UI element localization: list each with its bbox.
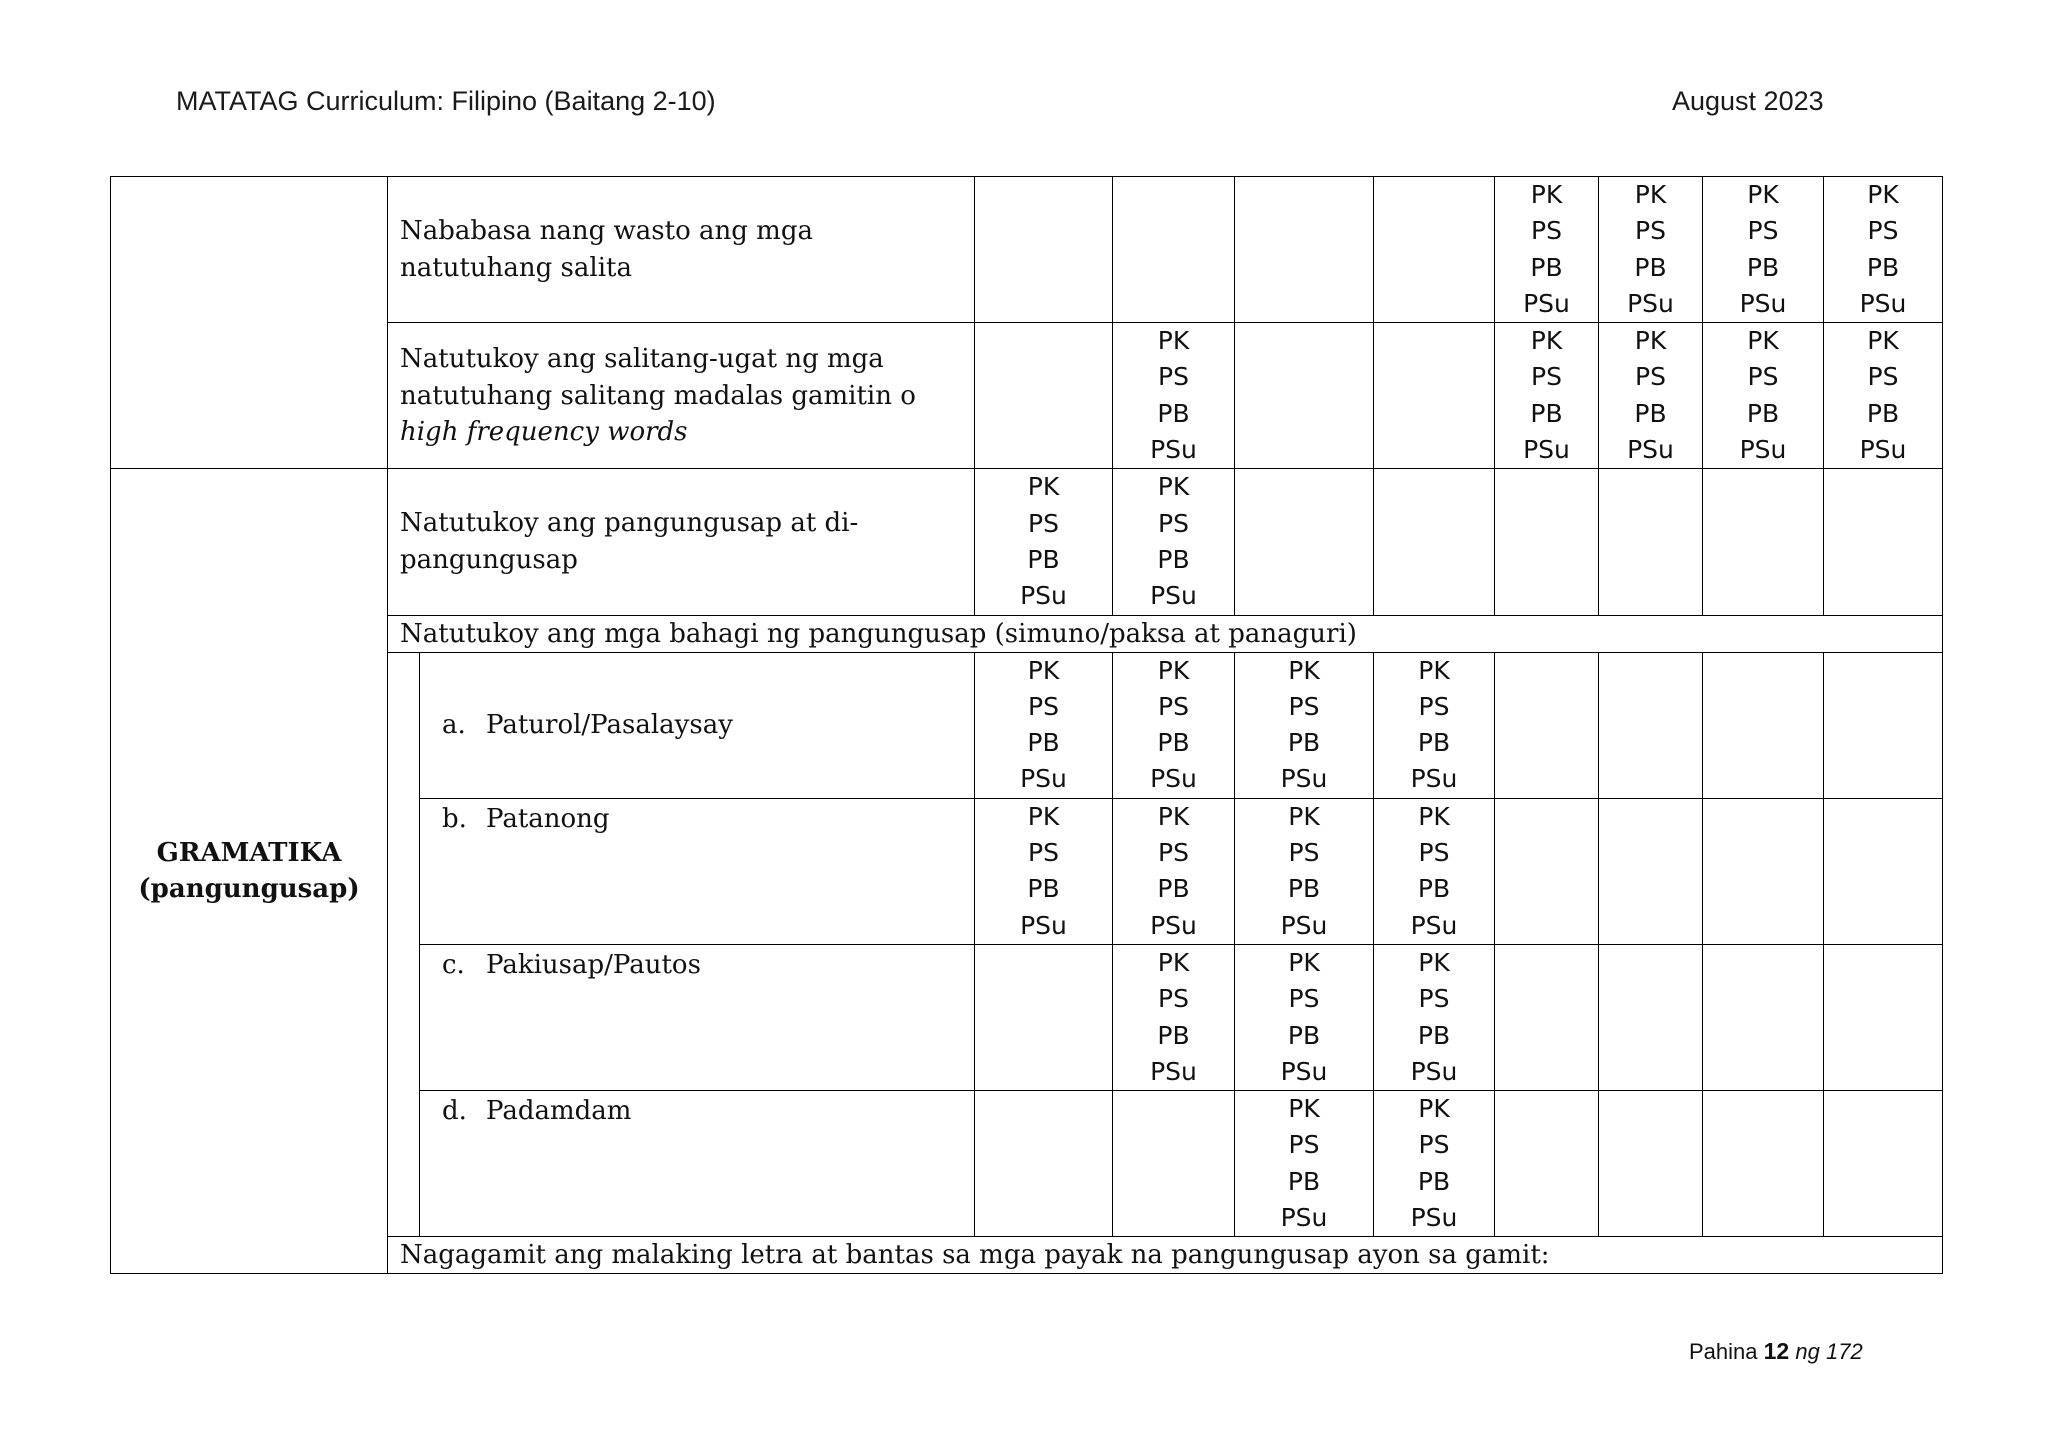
grid-cell [1374, 323, 1495, 469]
competency-text-italic: high frequency words [400, 417, 688, 448]
code-label: PS [1418, 838, 1450, 868]
grid-cell-codes [1824, 323, 1943, 469]
grid-cell-codes [1374, 652, 1495, 798]
code-label: PSu [1020, 581, 1067, 611]
competency-cell [388, 177, 975, 323]
grid-cell [1824, 798, 1943, 944]
grid-cell [1374, 469, 1495, 615]
grid-cell-codes [1235, 1091, 1374, 1237]
code-label: PSu [1280, 1056, 1328, 1086]
code-label: PSu [1410, 764, 1458, 794]
sub-item-cell [420, 1091, 975, 1237]
code-label: PK [1418, 947, 1450, 977]
curriculum-table [110, 176, 1943, 1274]
grid-cell-codes [1113, 323, 1235, 469]
code-label: PK [1288, 947, 1320, 977]
grid-cell-codes [1824, 177, 1943, 323]
grid-cell-codes [1495, 177, 1599, 323]
code-label: PSu [1859, 435, 1907, 465]
code-label: PK [1530, 180, 1563, 209]
sub-item-label: Paturol/Pasalaysay [486, 709, 733, 740]
code-label: PB [1746, 398, 1780, 428]
code-label: PK [1157, 801, 1190, 831]
category-cell-empty [111, 177, 388, 469]
code-label: PK [1157, 655, 1190, 685]
grid-cell-codes [1113, 798, 1235, 944]
code-label: PS [1867, 362, 1899, 392]
table-row [111, 469, 1943, 615]
code-label: PK [1418, 801, 1450, 831]
code-label: PK [1157, 947, 1190, 977]
code-label: PB [1530, 398, 1563, 428]
code-label: PS [1158, 838, 1189, 868]
code-label: PB [1287, 1020, 1321, 1050]
code-label: PB [1027, 728, 1060, 758]
grid-cell [1824, 944, 1943, 1090]
grid-cell [1495, 944, 1599, 1090]
code-label: PS [1028, 838, 1059, 868]
code-label: PSu [1150, 435, 1197, 465]
code-label: PS [1288, 838, 1320, 868]
code-label: PB [1417, 1020, 1451, 1050]
grid-cell-codes [1374, 798, 1495, 944]
page-footer [1689, 1338, 1863, 1365]
code-label: PK [1634, 326, 1667, 356]
code-label: PS [1531, 216, 1562, 246]
section-heading-text: Natutukoy ang mga bahagi ng pangungusap (simuno/paksa at panaguri) [400, 618, 1357, 649]
code-label: PS [1867, 216, 1899, 246]
code-label: PSu [1410, 1056, 1458, 1086]
code-label: PK [1418, 655, 1450, 685]
code-label: PSu [1020, 910, 1067, 940]
grid-cell [1824, 469, 1943, 615]
code-label: PB [1157, 1020, 1190, 1050]
code-label: PSu [1280, 910, 1328, 940]
section-heading-text: Nagagamit ang malaking letra at bantas sa mga payak na pangungusap ayon sa gamit: [400, 1240, 1550, 1271]
table-row [111, 177, 1943, 323]
sub-item-letter: c. [442, 949, 465, 980]
grid-cell-codes [1599, 323, 1703, 469]
code-label: PK [1157, 326, 1190, 356]
code-label: PS [1418, 1130, 1450, 1160]
grid-cell [1599, 944, 1703, 1090]
grid-cell-codes [975, 652, 1113, 798]
code-label: PK [1418, 1094, 1450, 1124]
grid-cell [1495, 1091, 1599, 1237]
grid-cell-codes [1599, 177, 1703, 323]
code-label: PS [1418, 984, 1450, 1014]
sub-item-label: Padamdam [486, 1096, 632, 1127]
code-label: PK [1867, 180, 1899, 209]
code-label: PK [1157, 472, 1190, 502]
code-label: PSu [1280, 764, 1328, 794]
code-label: PS [1028, 508, 1059, 538]
code-label: PK [1027, 801, 1060, 831]
code-label: PS [1635, 362, 1666, 392]
code-label: PSu [1627, 435, 1674, 465]
grid-cell [1113, 1091, 1235, 1237]
grid-cell-codes [1374, 944, 1495, 1090]
grid-cell [975, 944, 1113, 1090]
grid-cell [1703, 944, 1824, 1090]
grid-cell [1599, 798, 1703, 944]
code-label: PS [1418, 691, 1450, 721]
code-label: PK [1027, 655, 1060, 685]
grid-cell [1374, 177, 1495, 323]
grid-cell-codes [1113, 652, 1235, 798]
grid-cell [1235, 469, 1374, 615]
grid-cell [975, 177, 1113, 323]
code-label: PSu [1410, 1203, 1458, 1233]
code-label: PSu [1523, 435, 1570, 465]
code-label: PS [1158, 508, 1189, 538]
sub-item-cell [420, 798, 975, 944]
code-label: PK [1634, 180, 1667, 209]
code-label: PSu [1739, 435, 1787, 465]
grid-cell [1599, 469, 1703, 615]
grid-cell [1824, 652, 1943, 798]
competency-cell [388, 469, 975, 615]
code-label: PS [1288, 1130, 1320, 1160]
category-cell-gramatika [111, 469, 388, 1274]
code-label: PK [1747, 180, 1779, 209]
grid-cell [1235, 177, 1374, 323]
grid-cell-codes [1235, 944, 1374, 1090]
code-label: PS [1288, 984, 1320, 1014]
code-label: PB [1157, 728, 1190, 758]
code-label: PK [1288, 1094, 1320, 1124]
competency-text: Natutukoy ang salitang-ugat ng mga natutuhang salitang madalas gamitin o [400, 344, 916, 411]
code-label: PSu [1020, 764, 1067, 794]
footer-prefix: Pahina [1689, 1339, 1758, 1364]
grid-cell [1703, 469, 1824, 615]
grid-cell-codes [1113, 469, 1235, 615]
grid-cell [1495, 652, 1599, 798]
grid-cell [1235, 323, 1374, 469]
grid-cell [975, 323, 1113, 469]
code-label: PB [1866, 252, 1900, 282]
code-label: PS [1531, 362, 1562, 392]
code-label: PSu [1150, 764, 1197, 794]
grid-cell-codes [1235, 652, 1374, 798]
grid-cell [1703, 1091, 1824, 1237]
category-title: GRAMATIKA [156, 838, 342, 869]
competency-text: Natutukoy ang pangungusap at di-pangungusap [400, 508, 859, 575]
code-label: PB [1157, 398, 1190, 428]
code-label: PS [1747, 362, 1779, 392]
document-title: MATATAG Curriculum: Filipino (Baitang 2-10) [176, 86, 716, 116]
code-label: PS [1158, 362, 1189, 392]
code-label: PB [1287, 1166, 1321, 1196]
grid-cell-codes [1495, 323, 1599, 469]
grid-cell [1495, 798, 1599, 944]
code-label: PK [1747, 326, 1779, 356]
code-label: PSu [1627, 288, 1674, 318]
sub-item-letter: b. [442, 803, 467, 834]
code-label: PSu [1410, 910, 1458, 940]
code-label: PB [1027, 874, 1060, 904]
sub-item-label: Patanong [486, 803, 610, 834]
sub-item-letter: d. [442, 1096, 467, 1127]
code-label: PS [1288, 691, 1320, 721]
grid-cell-codes [1374, 1091, 1495, 1237]
competency-text: Nababasa nang wasto ang mga natutuhang salita [400, 216, 813, 283]
code-label: PK [1288, 801, 1320, 831]
code-label: PSu [1523, 288, 1570, 318]
code-label: PS [1158, 984, 1189, 1014]
code-label: PSu [1150, 1056, 1197, 1086]
code-label: PB [1027, 544, 1060, 574]
code-label: PB [1417, 1166, 1451, 1196]
code-label: PB [1634, 398, 1667, 428]
category-subtitle: (pangungusap) [138, 874, 360, 905]
footer-page-total: 172 [1825, 1339, 1863, 1364]
code-label: PSu [1739, 288, 1787, 318]
code-label: PB [1417, 728, 1451, 758]
document-date: August 2023 [1672, 86, 1824, 116]
sub-item-label: Pakiusap/Pautos [486, 949, 701, 980]
code-label: PB [1157, 544, 1190, 574]
code-label: PB [1417, 874, 1451, 904]
code-label: PK [1530, 326, 1563, 356]
code-label: PB [1287, 874, 1321, 904]
footer-page-number: 12 [1763, 1338, 1790, 1364]
code-label: PS [1635, 216, 1666, 246]
code-label: PB [1746, 252, 1780, 282]
competency-cell [388, 323, 975, 469]
code-label: PK [1288, 655, 1320, 685]
code-label: PB [1634, 252, 1667, 282]
section-heading-cell [388, 1237, 1943, 1274]
grid-cell-codes [1235, 798, 1374, 944]
code-label: PK [1027, 472, 1060, 502]
code-label: PSu [1150, 910, 1197, 940]
code-label: PB [1157, 874, 1190, 904]
grid-cell-codes [975, 469, 1113, 615]
code-label: PSu [1280, 1203, 1328, 1233]
sub-item-cell [420, 944, 975, 1090]
indent-cell [388, 652, 420, 1237]
grid-cell [1495, 469, 1599, 615]
grid-cell [1703, 652, 1824, 798]
sub-item-letter: a. [442, 709, 466, 740]
code-label: PB [1530, 252, 1563, 282]
footer-separator: ng [1795, 1339, 1820, 1364]
code-label: PS [1028, 691, 1059, 721]
grid-cell [1599, 652, 1703, 798]
grid-cell-codes [1113, 944, 1235, 1090]
grid-cell [1113, 177, 1235, 323]
section-heading-cell [388, 615, 1943, 652]
code-label: PSu [1150, 581, 1197, 611]
grid-cell-codes [1703, 323, 1824, 469]
grid-cell-codes [975, 798, 1113, 944]
code-label: PSu [1859, 288, 1907, 318]
code-label: PK [1867, 326, 1899, 356]
code-label: PS [1158, 691, 1189, 721]
code-label: PS [1747, 216, 1779, 246]
sub-item-cell [420, 652, 975, 798]
grid-cell [975, 1091, 1113, 1237]
grid-cell [1599, 1091, 1703, 1237]
code-label: PB [1866, 398, 1900, 428]
grid-cell [1824, 1091, 1943, 1237]
grid-cell-codes [1703, 177, 1824, 323]
grid-cell [1703, 798, 1824, 944]
code-label: PB [1287, 728, 1321, 758]
